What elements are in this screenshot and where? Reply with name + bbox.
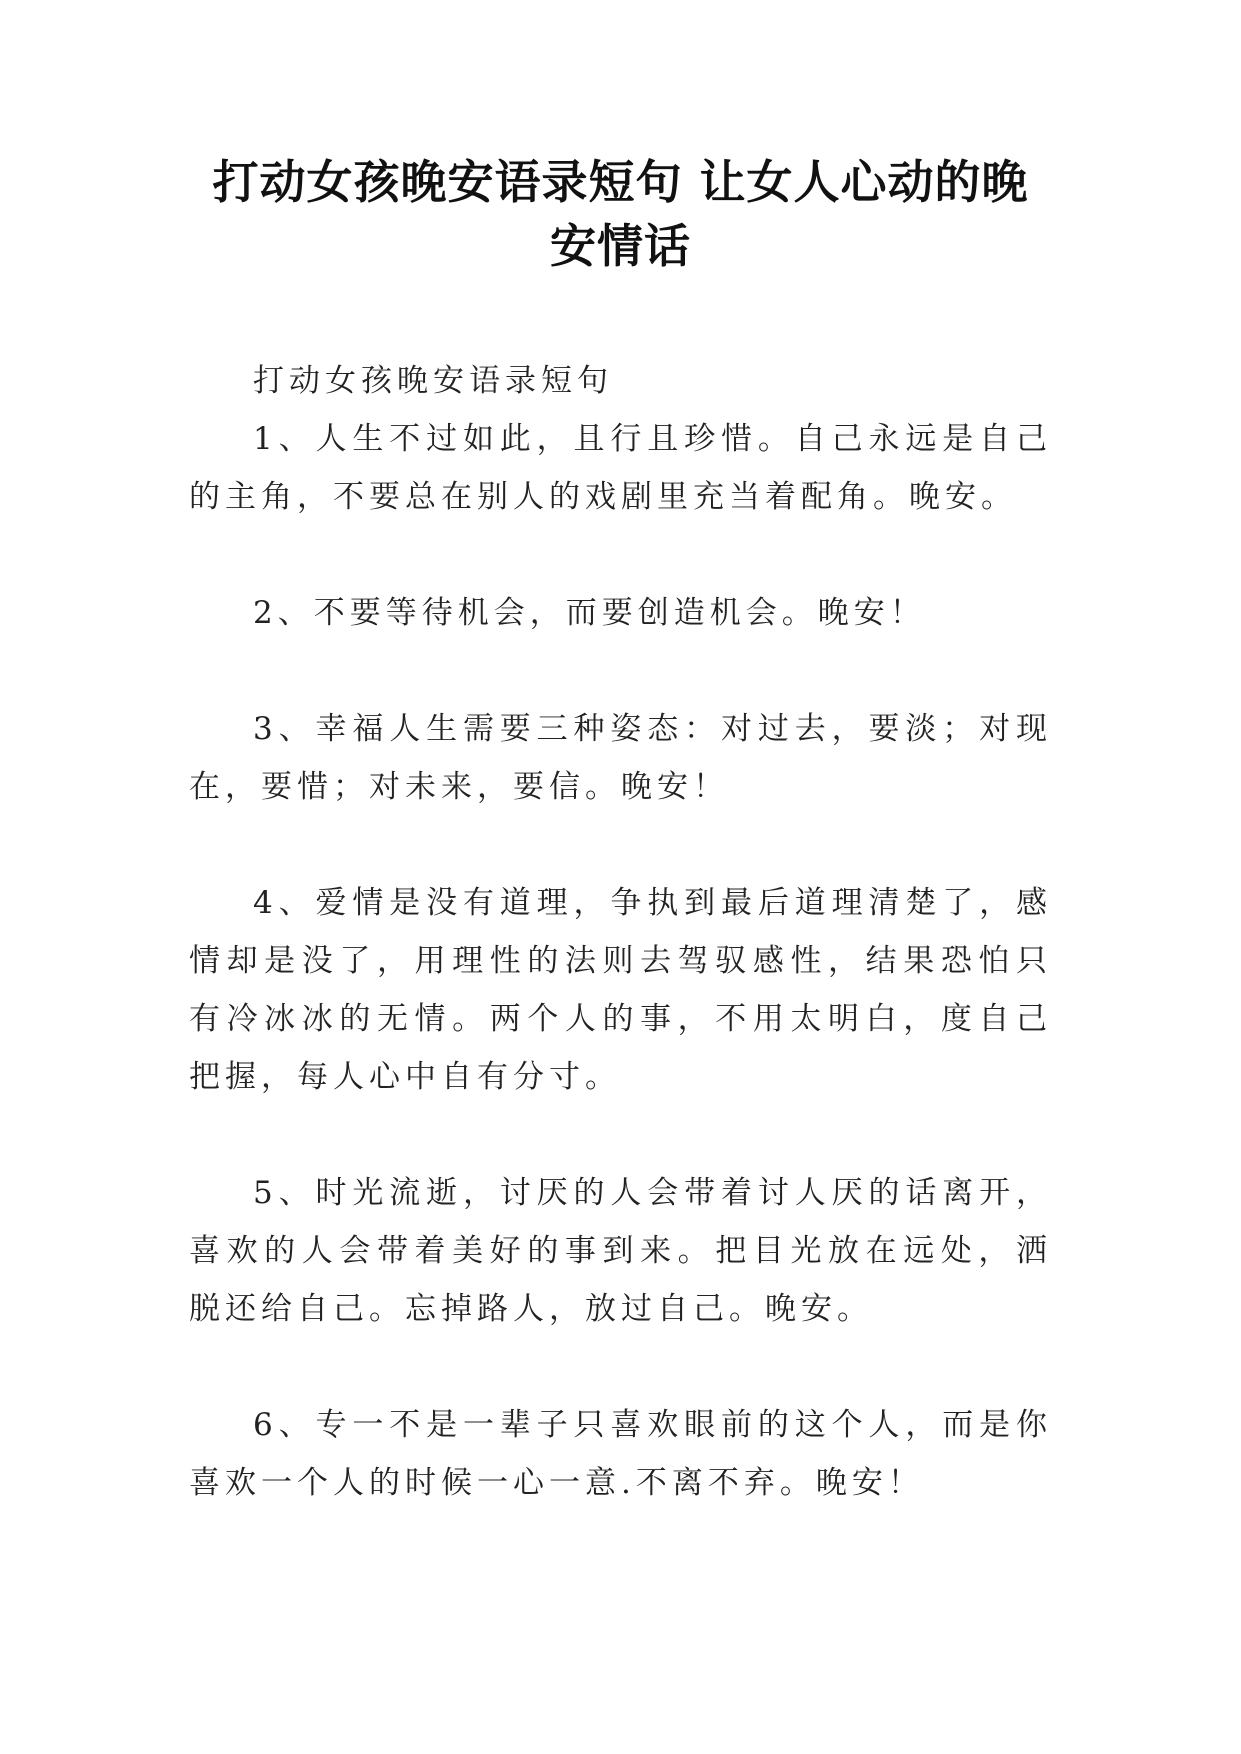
section-heading: 打动女孩晚安语录短句 [253,363,613,399]
paragraph-2: 2、不要等待机会，而要创造机会。晚安！ [253,595,926,631]
paragraph-1: 1、人生不过如此，且行且珍惜。自己永远是自己的主角，不要总在别人的戏剧里充当着配角。晚安。 [189,421,1052,515]
paragraph-6: 6、专一不是一辈子只喜欢眼前的这个人，而是你喜欢一个人的时候一心一意.不离不弃。晚安！ [189,1407,1052,1501]
paragraph-3: 3、幸福人生需要三种姿态：对过去，要淡；对现在，要惜；对未来，要信。晚安！ [189,711,1052,805]
paragraph-4: 4、爱情是没有道理，争执到最后道理清楚了，感情却是没了，用理性的法则去驾驭感性，结果恐怕只有冷冰冰的无情。两个人的事，不用太明白，度自己把握，每人心中自有分寸。 [189,885,1052,1095]
document-body [189,352,1052,1512]
document-title: 打动女孩晚安语录短句 让女人心动的晚安情话 [212,155,1029,273]
paragraph-5: 5、时光流逝，讨厌的人会带着讨人厌的话离开，喜欢的人会带着美好的事到来。把目光放在远处，洒脱还给自己。忘掉路人，放过自己。晚安。 [189,1175,1052,1327]
